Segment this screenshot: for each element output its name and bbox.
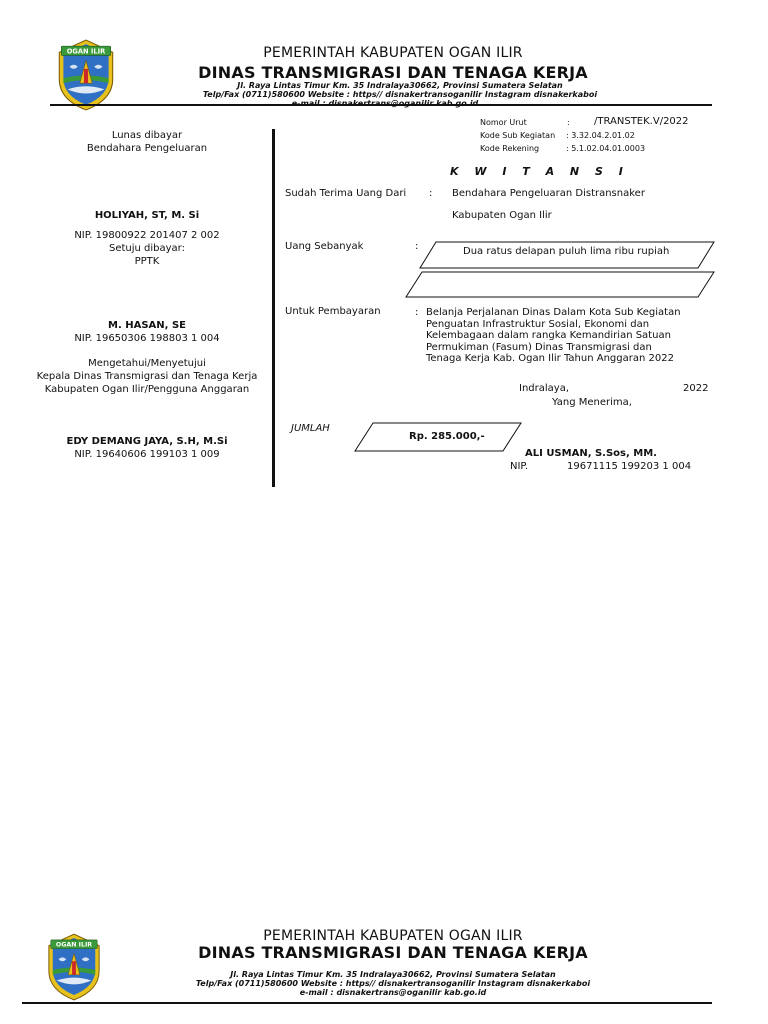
email-line-bottom: e-mail : disnakertrans@oganilir kab.go.id: [299, 988, 487, 997]
serial-number-colon: :: [567, 118, 570, 127]
payment-line: Penguatan Infrastruktur Sosial, Ekonomi dan: [426, 318, 650, 330]
address-line-bottom: Jl. Raya Lintas Timur Km. 35 Indralaya30662, Provinsi Sumatera Selatan: [230, 970, 556, 979]
footer-divider: [22, 1002, 712, 1004]
treasurer-label: Bendahara Pengeluaran: [86, 143, 208, 154]
amount-words-box-2: [404, 271, 716, 298]
payment-for-description: [426, 307, 681, 365]
amount-words-label: Uang Sebanyak: [285, 241, 364, 252]
pptk-name: M. HASAN, SE: [108, 320, 186, 331]
year-label: 2022: [683, 383, 709, 394]
contact-line-bottom: Telp/Fax (0711)580600 Website : https// disnakertransoganilir Instagram disnakerkaboi: [195, 979, 591, 988]
address-line: Jl. Raya Lintas Timur Km. 35 Indralaya30662, Provinsi Sumatera Selatan: [237, 81, 563, 90]
recipient-nip-label: NIP.: [510, 461, 529, 472]
government-title: PEMERINTAH KABUPATEN OGAN ILIR: [263, 45, 523, 61]
agency-title-bottom: DINAS TRANSMIGRASI DAN TENAGA KERJA: [198, 943, 588, 962]
head-name: EDY DEMANG JAYA, S.H, M.Si: [66, 436, 228, 447]
amount-words-value: Dua ratus delapan puluh lima ribu rupiah: [463, 246, 670, 257]
column-divider: [272, 129, 275, 487]
payment-line: Tenaga Kerja Kab. Ogan Ilir Tahun Anggaran 2022: [426, 353, 674, 364]
place-label: Indralaya,: [519, 383, 570, 394]
receipt-title: K W I T A N S I: [450, 165, 629, 178]
contact-line: Telp/Fax (0711)580600 Website : https// disnakertransoganilir Instagram disnakerkaboi: [202, 90, 598, 99]
payment-for-colon: :: [415, 307, 419, 318]
pptk-nip: NIP. 19650306 198803 1 004: [74, 333, 220, 344]
paid-label: Lunas dibayar: [111, 130, 183, 141]
head-of-agency-label: Kepala Dinas Transmigrasi dan Tenaga Kerja: [36, 371, 258, 382]
recipient-label: Yang Menerima,: [552, 397, 632, 408]
account-code-label: Kode Rekening: [480, 144, 540, 153]
payment-line: Kelembagaan dalam rangka Kemandirian Satuan: [426, 330, 671, 341]
recipient-nip: 19671115 199203 1 004: [567, 461, 692, 472]
total-label: JUMLAH: [291, 423, 330, 434]
received-from-value: Bendahara Pengeluaran Distransnaker: [452, 188, 645, 199]
received-from-value-2: Kabupaten Ogan Ilir: [452, 210, 552, 221]
serial-number-value: /TRANSTEK.V/2022: [594, 116, 689, 127]
received-from-colon: :: [429, 188, 433, 199]
acknowledged-label: Mengetahui/Menyetujui: [88, 358, 206, 369]
account-code-value: : 5.1.02.04.01.0003: [566, 144, 646, 153]
budget-user-label: Kabupaten Ogan Ilir/Pengguna Anggaran: [44, 384, 250, 395]
approved-label: Setuju dibayar:: [108, 243, 185, 254]
pptk-label: PPTK: [134, 256, 160, 267]
serial-number-label: Nomor Urut: [480, 118, 527, 127]
government-title-bottom: PEMERINTAH KABUPATEN OGAN ILIR: [263, 928, 523, 944]
payment-for-label: Untuk Pembayaran: [285, 306, 381, 317]
recipient-name: ALI USMAN, S.Sos, MM.: [525, 448, 657, 459]
sub-activity-code-value: : 3.32.04.2.01.02: [566, 131, 635, 140]
received-from-label: Sudah Terima Uang Dari: [285, 188, 407, 199]
agency-title: DINAS TRANSMIGRASI DAN TENAGA KERJA: [198, 63, 588, 82]
treasurer-nip: NIP. 19800922 201407 2 002: [74, 230, 220, 241]
header-divider: [50, 104, 712, 106]
amount-words-colon: :: [415, 241, 419, 252]
total-value: Rp. 285.000,-: [409, 431, 485, 442]
payment-line: Permukiman (Fasum) Dinas Transmigrasi dan: [426, 341, 652, 353]
treasurer-name: HOLIYAH, ST, M. Si: [94, 210, 200, 221]
payment-line: Belanja Perjalanan Dinas Dalam Kota Sub Kegiatan: [426, 307, 681, 318]
head-nip: NIP. 19640606 199103 1 009: [74, 449, 220, 460]
sub-activity-code-label: Kode Sub Kegiatan: [480, 131, 556, 140]
